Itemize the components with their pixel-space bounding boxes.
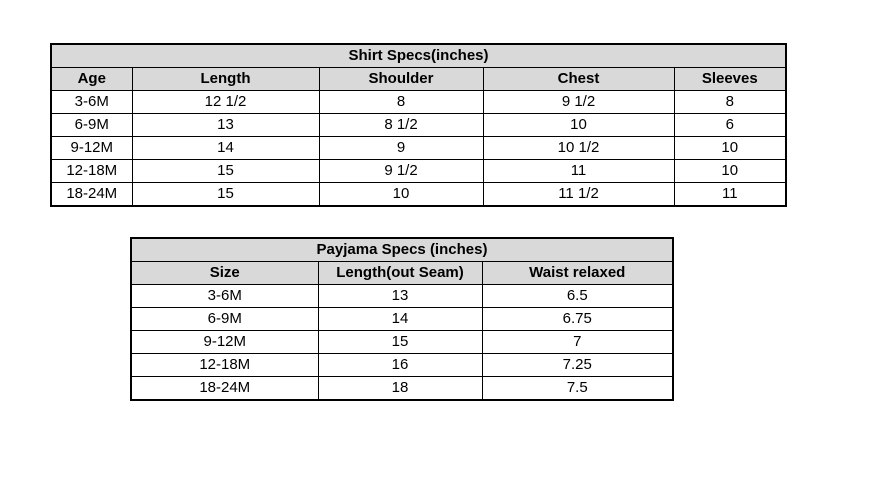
shirt-cell-chest: 10 1/2 <box>483 137 674 160</box>
payjama-cell-waist: 7.25 <box>482 354 673 377</box>
payjama-cell-waist: 6.5 <box>482 285 673 308</box>
shirt-cell-chest: 11 <box>483 160 674 183</box>
shirt-cell-sleeves: 10 <box>674 137 786 160</box>
table-row <box>131 308 673 331</box>
shirt-cell-shoulder: 10 <box>319 183 483 207</box>
payjama-cell-waist: 6.75 <box>482 308 673 331</box>
shirt-cell-chest: 10 <box>483 114 674 137</box>
table-row <box>131 354 673 377</box>
shirt-cell-length: 14 <box>132 137 319 160</box>
shirt-cell-shoulder: 8 <box>319 91 483 114</box>
shirt-cell-shoulder: 9 <box>319 137 483 160</box>
payjama-title-row <box>131 238 673 262</box>
payjama-header-waist: Waist relaxed <box>482 262 673 285</box>
shirt-header-age: Age <box>51 68 132 91</box>
payjama-cell-size: 9-12M <box>131 331 318 354</box>
shirt-cell-age: 6-9M <box>51 114 132 137</box>
payjama-cell-length: 13 <box>318 285 482 308</box>
shirt-cell-length: 12 1/2 <box>132 91 319 114</box>
shirt-cell-shoulder: 8 1/2 <box>319 114 483 137</box>
shirt-cell-chest: 9 1/2 <box>483 91 674 114</box>
shirt-header-row <box>51 68 786 91</box>
shirt-cell-sleeves: 11 <box>674 183 786 207</box>
table-row <box>131 331 673 354</box>
payjama-specs-table <box>130 237 674 401</box>
payjama-header-row <box>131 262 673 285</box>
table-row <box>51 183 786 207</box>
table-row <box>51 137 786 160</box>
shirt-cell-length: 15 <box>132 183 319 207</box>
shirt-cell-length: 15 <box>132 160 319 183</box>
table-row <box>131 285 673 308</box>
shirt-cell-age: 9-12M <box>51 137 132 160</box>
shirt-header-shoulder: Shoulder <box>319 68 483 91</box>
payjama-header-length: Length(out Seam) <box>318 262 482 285</box>
shirt-cell-shoulder: 9 1/2 <box>319 160 483 183</box>
payjama-header-size: Size <box>131 262 318 285</box>
table-row <box>131 377 673 401</box>
shirt-header-chest: Chest <box>483 68 674 91</box>
table-row <box>51 91 786 114</box>
shirt-cell-chest: 11 1/2 <box>483 183 674 207</box>
payjama-cell-length: 18 <box>318 377 482 401</box>
shirt-cell-sleeves: 10 <box>674 160 786 183</box>
shirt-specs-table <box>50 43 787 207</box>
shirt-title-row <box>51 44 786 68</box>
shirt-table-title: Shirt Specs(inches) <box>51 44 786 68</box>
payjama-table-title: Payjama Specs (inches) <box>131 238 673 262</box>
payjama-cell-length: 16 <box>318 354 482 377</box>
payjama-cell-length: 14 <box>318 308 482 331</box>
shirt-cell-age: 18-24M <box>51 183 132 207</box>
payjama-cell-size: 3-6M <box>131 285 318 308</box>
table-row <box>51 114 786 137</box>
table-row <box>51 160 786 183</box>
shirt-header-sleeves: Sleeves <box>674 68 786 91</box>
payjama-cell-length: 15 <box>318 331 482 354</box>
shirt-cell-length: 13 <box>132 114 319 137</box>
shirt-header-length: Length <box>132 68 319 91</box>
shirt-cell-age: 3-6M <box>51 91 132 114</box>
shirt-cell-sleeves: 8 <box>674 91 786 114</box>
shirt-cell-age: 12-18M <box>51 160 132 183</box>
payjama-cell-size: 18-24M <box>131 377 318 401</box>
payjama-cell-size: 6-9M <box>131 308 318 331</box>
shirt-cell-sleeves: 6 <box>674 114 786 137</box>
payjama-cell-size: 12-18M <box>131 354 318 377</box>
payjama-cell-waist: 7.5 <box>482 377 673 401</box>
payjama-cell-waist: 7 <box>482 331 673 354</box>
